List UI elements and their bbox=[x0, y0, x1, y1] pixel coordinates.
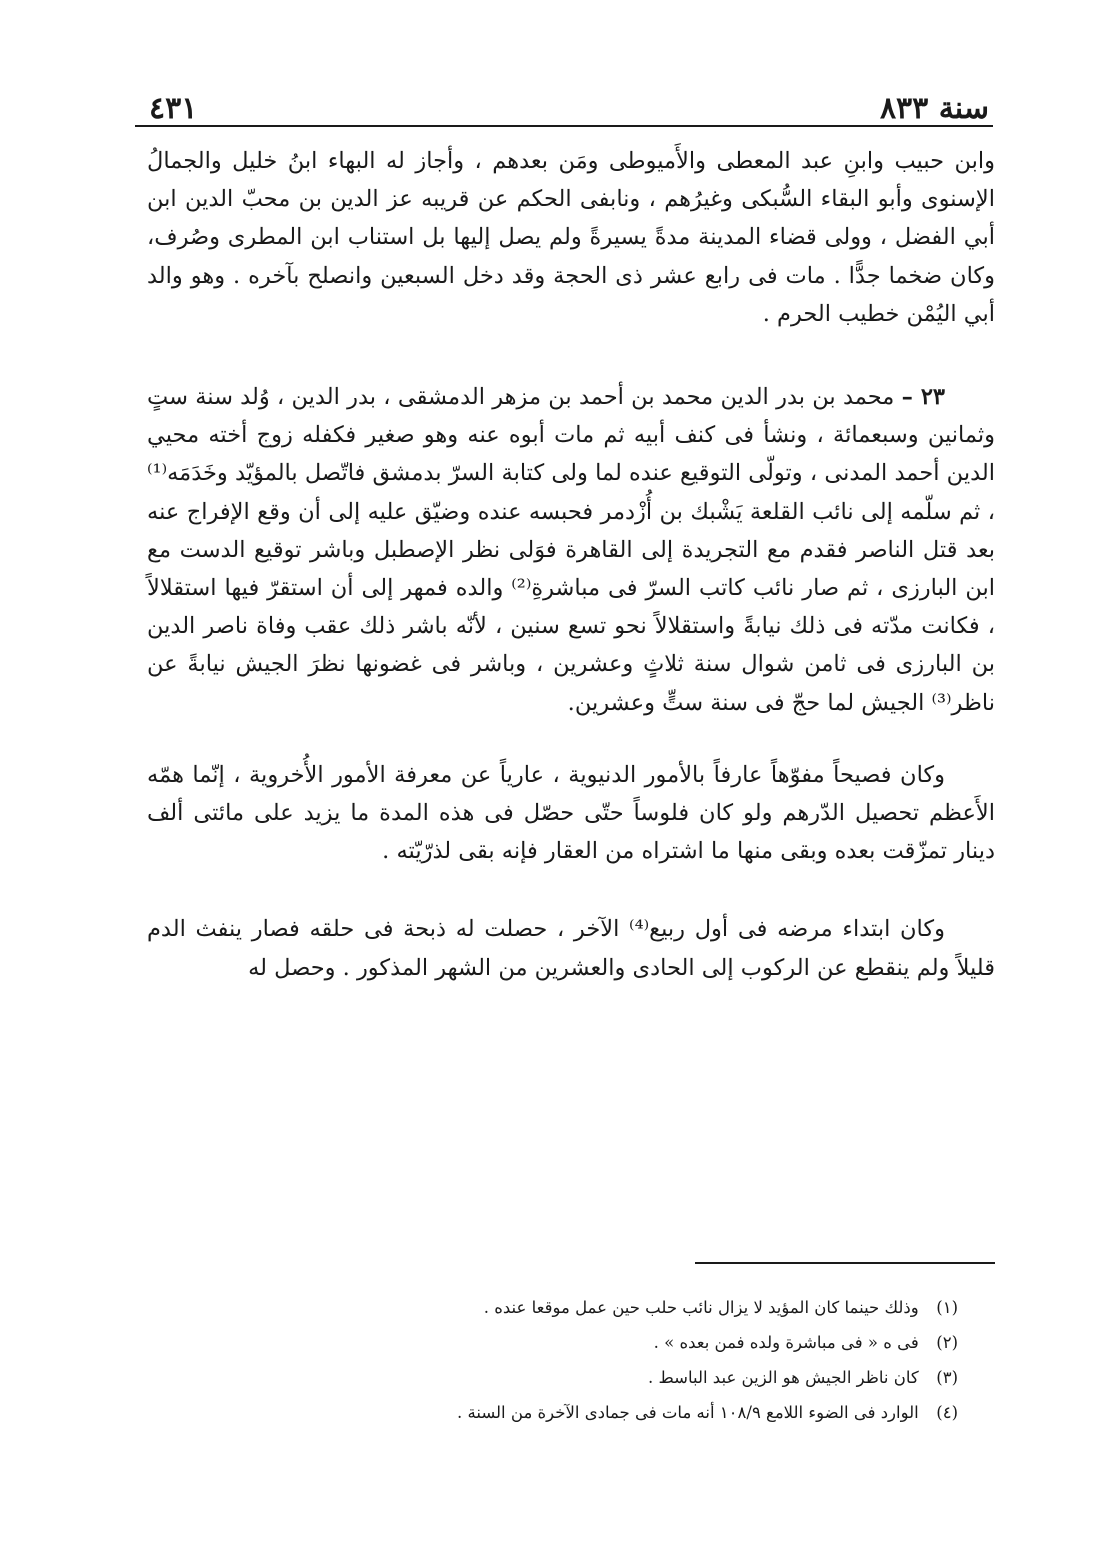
footnote-text: الوارد فى الضوء اللامع ١٠٨/٩ أنه مات فى جمادى الآخرة من السنة . bbox=[457, 1403, 919, 1422]
footnote-text: وذلك حينما كان المؤيد لا يزال نائب حلب حين عمل موقعا عنده . bbox=[483, 1298, 919, 1317]
footnote-number: (٤) bbox=[936, 1403, 958, 1422]
page-number: ٤٣١ bbox=[149, 91, 198, 126]
paragraph-continuation: وابن حبيب وابنِ عبد المعطى والأَميوطى ومَن بعدهم ، وأجاز له البهاء ابنُ خليل والجمالُ الإسنوى وأبو البقاء السُّبكى وغيرُهم ، ونابفى الحكم عن قريبه عز الدين بن محبّ الدين ابن أبي الفضل ، وولى قضاء المدينة مدةً يسيرةً ولم يصل إليها بل استناب ابن المطرى وصُرف، وكان ضخما جدًّا . مات فى رابع عشر ذى الحجة وقد دخل السبعين وانصلح بآخره . وهو والد أبي اليُمْن خطيب الحرم . bbox=[147, 148, 995, 327]
footnote-text: كان ناظر الجيش هو الزين عبد الباسط . bbox=[647, 1368, 919, 1387]
main-text bbox=[147, 142, 995, 987]
paragraph-character: وكان فصيحاً مفوّهاً عارفاً بالأمور الدنيوية ، عارياً عن معرفة الأمور الأُخروية ، إنّما همّه الأَعظم تحصيل الدّرهم ولو كان فلوساً حتّى حصّل فى هذه المدة ما يزيد على مائتى ألف دينار تمزّقت بعده وبقى منها ما اشتراه من العقار فإنه بقى لذرّيّته . bbox=[147, 761, 995, 865]
footnotes bbox=[380, 1290, 958, 1430]
header-rule bbox=[135, 125, 993, 127]
entry-text: محمد بن بدر الدين محمد بن أحمد بن مزهر الدمشقى ، بدر الدين ، وُلد سنة ستٍ وثمانين وسبعمائة ، ونشأ فى كنف أبيه ثم مات أبوه عنه وهو صغير فكفله زوج أخته محيي الدين أحمد المدنى ، وتولّى التوقيع عنده لما ولى كتابة السرّ بدمشق فاتّصل بالمؤيّد وخَدَمَه⁽¹⁾ ، ثم سلّمه إلى نائب القلعة يَشْبك بن أُزْدمر فحبسه عنده وضيّق عليه إلى أن وقع الإفراج عنه بعد قتل الناصر فقدم مع التجريدة إلى القاهرة فوَلى نظر الإصطبل وباشر توقيع الدست مع ابن البارزى ، ثم صار نائب كاتب السرّ فى مباشرةِ⁽²⁾ والده فمهر إلى أن استقرّ فيها استقلالاً ، فكانت مدّته فى ذلك نيابةً واستقلالاً نحو تسع سنين ، لأنّه باشر ذلك عقب وفاة ناصر الدين بن البارزى فى ثامن شوال سنة ثلاثٍ وعشرين ، وباشر فى غضونها نظرَ الجيش نيابةً عن ناظر⁽³⁾ الجيش لما حجّ فى سنة ستٍّ وعشرين. bbox=[147, 384, 995, 716]
footnote-3 bbox=[380, 1360, 958, 1395]
paragraph-illness: وكان ابتداء مرضه فى أول ربيع⁽⁴⁾ الآخر ، حصلت له ذبحة فى حلقه فصار ينفث الدم قليلاً ولم ينقطع عن الركوب إلى الحادى والعشرين من الشهر المذكور . وحصل له bbox=[147, 916, 995, 981]
paragraph-entry-23 bbox=[147, 378, 995, 722]
footnote-2 bbox=[380, 1325, 958, 1360]
running-head-year: سنة ٨٣٣ bbox=[879, 91, 989, 126]
footnote-number: (٢) bbox=[936, 1333, 958, 1352]
footnote-number: (١) bbox=[936, 1298, 958, 1317]
footnote-number: (٣) bbox=[936, 1368, 958, 1387]
footnote-4 bbox=[380, 1395, 958, 1430]
footnote-rule bbox=[695, 1262, 995, 1264]
footnote-1 bbox=[380, 1290, 958, 1325]
footnote-text: فى ه « فى مباشرة ولده فمن بعده » . bbox=[653, 1333, 919, 1352]
page-header bbox=[135, 72, 991, 124]
entry-number: ٢٣ – bbox=[901, 384, 945, 411]
